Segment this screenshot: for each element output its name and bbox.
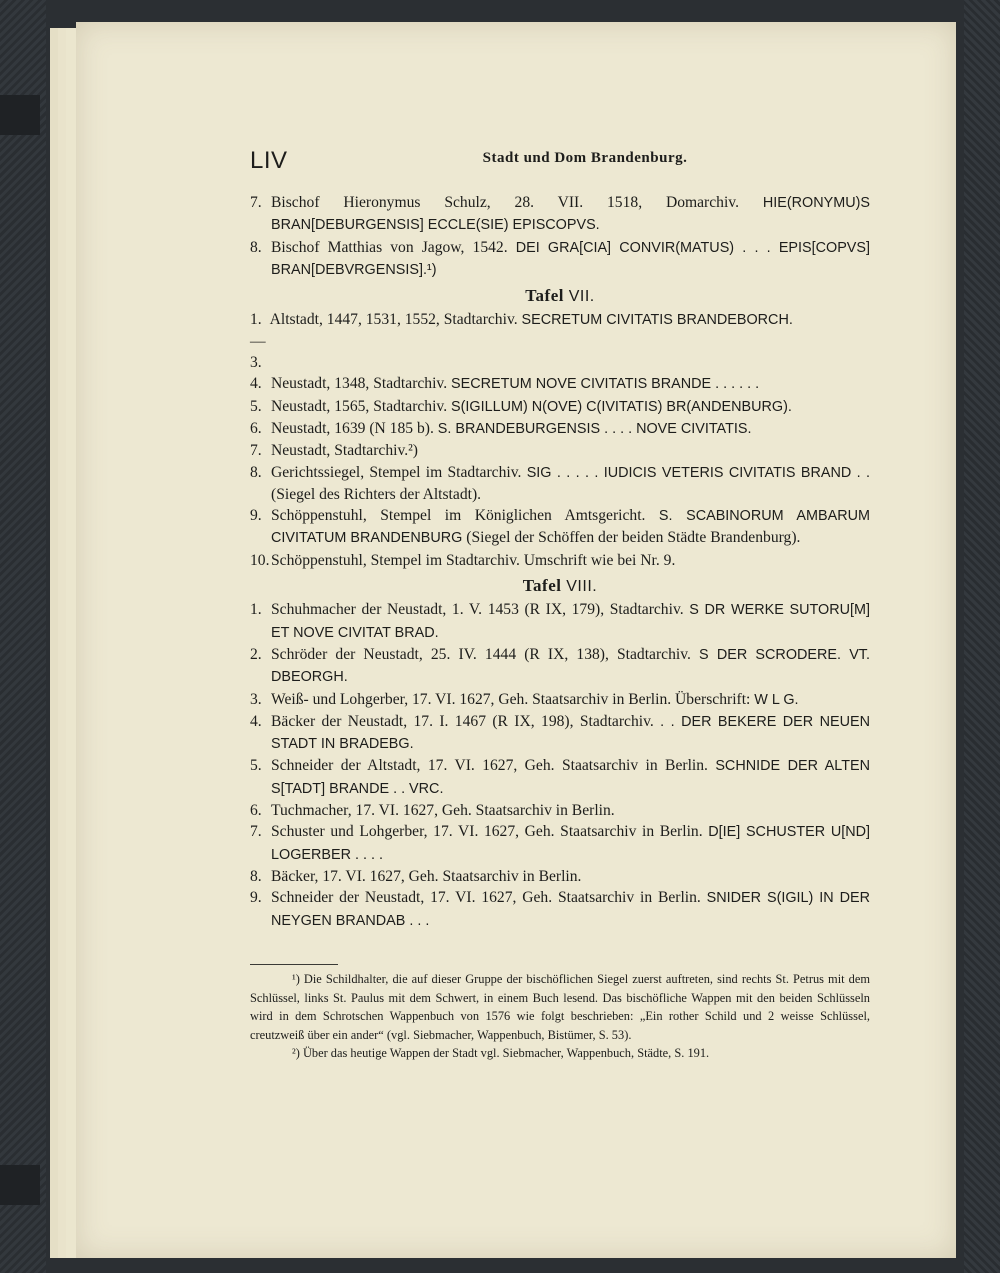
list-item: 6. Tuchmacher, 17. VI. 1627, Geh. Staatsarchiv in Berlin. (250, 802, 615, 820)
cover-corner-bottom (0, 1165, 40, 1205)
list-item: 4. Bäcker der Neustadt, 17. I. 1467 (R IX, 198), Stadtarchiv. . . DER BEKERE DER NEUEN STADT IN BRADEBG. (250, 712, 870, 753)
list-item: 9. Schöppenstuhl, Stempel im Königlichen Amtsgericht. S. SCABINORUM AMBARUM CIVITATUM BRANDENBURG (Siegel der Schöffen der beiden Städte Brandenburg). (250, 507, 870, 547)
list-item: 7. Schuster und Lohgerber, 17. VI. 1627, Geh. Staatsarchiv in Berlin. D[IE] SCHUSTER U[ND] LOGERBER . . . . (250, 823, 871, 863)
list-item: 6. Neustadt, 1639 (N 185 b). S. BRANDEBURGENSIS . . . . NOVE CIVITATIS. (250, 419, 752, 437)
list-item: 8. Gerichtssiegel, Stempel im Stadtarchiv. SIG . . . . . IUDICIS VETERIS CIVITATIS BRAND . . (Siegel des Richters der Altstadt). (250, 463, 870, 503)
list-item: 8. Bäcker, 17. VI. 1627, Geh. Staatsarchiv in Berlin. (250, 867, 582, 885)
book-cover-left (0, 0, 46, 1273)
footnote-rule (250, 964, 338, 965)
main-text (250, 192, 870, 932)
list-item: 5. Neustadt, 1565, Stadtarchiv. S(IGILLUM) N(OVE) C(IVITATIS) BR(ANDENBURG). (250, 397, 792, 415)
section-title-tafel-vii: Tafel VII. (525, 286, 595, 306)
list-item: 3. Weiß- und Lohgerber, 17. VI. 1627, Geh. Staatsarchiv in Berlin. Überschrift: W L G. (250, 690, 799, 708)
footnote-1: ¹) Die Schildhalter, die auf dieser Gruppe der bischöflichen Siegel zuerst auftreten, sind rechts St. Petrus mit dem Schlüssel, links St. Paulus mit dem Schwert, in einem Buch lesend. Das bischöfliche Wappen mit den beiden Schlüsseln wird in dem Schrotschen Wappenbuch von 1576 wie folgt beschrieben: „Ein rother Schild und 2 weisse Schlüssel, creutzweiß über ein ander“ (vgl. Siebmacher, Wappenbuch, Bistümer, S. 53). (250, 972, 870, 1042)
list-item: 5. Schneider der Altstadt, 17. VI. 1627, Geh. Staatsarchiv in Berlin. SCHNIDE DER ALTEN S[TADT] BRANDE . . VRC. (250, 757, 870, 797)
page-number: LIV (250, 147, 288, 174)
list-item: 9. Schneider der Neustadt, 17. VI. 1627, Geh. Staatsarchiv in Berlin. SNIDER S(IGIL) IN DER NEYGEN BRANDAB . . . (250, 889, 870, 929)
page-header (250, 147, 870, 174)
list-item: 4. Neustadt, 1348, Stadtarchiv. SECRETUM NOVE CIVITATIS BRANDE . . . . . . (250, 375, 760, 393)
section-title-tafel-viii: Tafel VIII. (522, 576, 598, 596)
footnote-2: ²) Über das heutige Wappen der Stadt vgl. Siebmacher, Wappenbuch, Städte, S. 191. (292, 1046, 710, 1060)
list-item: 1. Schuhmacher der Neustadt, 1. V. 1453 (R IX, 179), Stadtarchiv. S DR WERKE SUTORU[M] ET NOVE CIVITAT BRAD. (250, 601, 870, 641)
list-item: 8. Bischof Matthias von Jagow, 1542. DEI GRA[CIA] CONVIR(MATUS) . . . EPIS[COPVS] BRAN[DEBVRGENSIS].¹) (250, 238, 870, 278)
list-item: 1.—3. Altstadt, 1447, 1531, 1552, Stadtarchiv. SECRETUM CIVITATIS BRANDEBORCH. (250, 311, 793, 372)
list-item: 10. Schöppenstuhl, Stempel im Stadtarchiv. Umschrift wie bei Nr. 9. (250, 551, 676, 569)
list-item: 2. Schröder der Neustadt, 25. IV. 1444 (R IX, 138), Stadtarchiv. S DER SCRODERE. VT. DBEORGH. (250, 645, 870, 686)
running-title: Stadt und Dom Brandenburg. (482, 150, 688, 166)
book-cover-right (964, 0, 1000, 1273)
cover-corner-top (0, 95, 40, 135)
list-item: 7. Neustadt, Stadtarchiv.²) (250, 442, 418, 460)
list-item: 7. Bischof Hieronymus Schulz, 28. VII. 1518, Domarchiv. HIE(RONYMU)S BRAN[DEBURGENSIS] ECCLE(SIE) EPISCOPVS. (250, 194, 870, 234)
footnotes (250, 970, 870, 1063)
